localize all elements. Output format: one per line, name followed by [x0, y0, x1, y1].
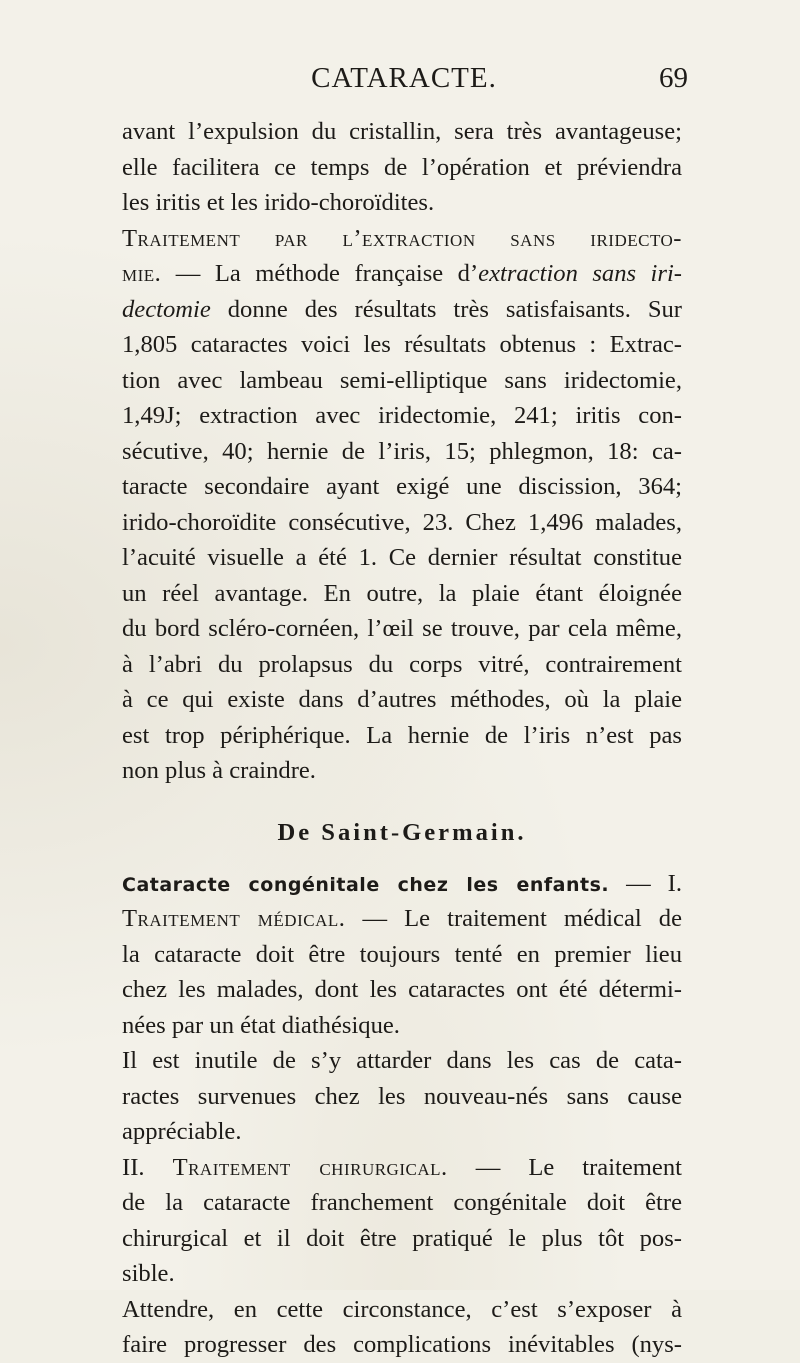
text-line: à l’abri du prolapsus du corps vitré, contrairement [122, 650, 682, 678]
italic-term: dectomie [122, 295, 211, 323]
paragraph-cataracte-congenitale [122, 866, 682, 1044]
section-heading: Traitement médical. [122, 905, 346, 932]
text-line: du bord scléro-cornéen, l’œil se trouve, par cela même, [122, 615, 682, 642]
text-line: sécutive, 40; hernie de l’iris, 15; phlegmon, 18: ca- [122, 437, 682, 465]
text-line: appréciable. [122, 1118, 242, 1145]
text-fragment: — Le traitement [447, 1153, 682, 1181]
text-line: chirurgical et il doit être pratiqué le plus tôt pos- [122, 1224, 682, 1252]
text-line: faire progresser des complications inévitables (nys- [122, 1331, 682, 1358]
text-line: de la cataracte franchement congénitale doit être [122, 1189, 682, 1216]
text-fragment: — Le traitement médical de [345, 905, 682, 932]
text-line: nées par un état diathésique. [122, 1011, 400, 1039]
text-line [122, 256, 682, 292]
text-line: à ce qui existe dans d’autres méthodes, où la plaie [122, 686, 682, 713]
text-fragment: donne des résultats très satisfaisants. Sur [210, 295, 682, 323]
paragraph-traitement-chirurgical [122, 1150, 682, 1292]
text-line [122, 292, 682, 328]
text-line: un réel avantage. En outre, la plaie étant éloignée [122, 579, 682, 607]
text-line: chez les malades, dont les cataractes ont été détermi- [122, 976, 682, 1003]
text-line: avant l’expulsion du cristallin, sera très avantageuse; [122, 118, 682, 145]
text-line: la cataracte doit être toujours tenté en premier lieu [122, 940, 682, 968]
text-line: elle facilitera ce temps de l’opération et préviendra [122, 153, 682, 181]
text-line: tion avec lambeau semi-elliptique sans iridectomie, [122, 366, 682, 394]
page-body [122, 114, 682, 1363]
paragraph-extraction-sans-iridectomie [122, 221, 682, 789]
section-heading: Traitement chirurgical. [172, 1153, 448, 1181]
text-line: 1,805 cataractes voici les résultats obtenus : Extrac- [122, 331, 682, 358]
text-fragment: II. [122, 1153, 173, 1181]
text-line: Il est inutile de s’y attarder dans les cas de cata- [122, 1047, 682, 1074]
paragraph-attendre [122, 1292, 682, 1363]
text-line [122, 866, 682, 902]
text-line: les iritis et les irido-choroïdites. [122, 189, 435, 216]
text-line: Attendre, en cette circonstance, c’est s’exposer à [122, 1295, 682, 1323]
text-fragment: — I. [609, 869, 682, 897]
text-line: est trop périphérique. La hernie de l’iris n’est pas [122, 721, 682, 749]
text-line [122, 901, 682, 937]
text-line: l’acuité visuelle a été 1. Ce dernier résultat constitue [122, 544, 682, 571]
text-line: ractes survenues chez les nouveau-nés sans cause [122, 1082, 682, 1110]
author-signature: De Saint-Germain. [277, 818, 527, 846]
text-line: taracte secondaire ayant exigé une discission, 364; [122, 473, 682, 500]
text-line [122, 1150, 682, 1186]
text-line: 1,49J; extraction avec iridectomie, 241; iritis con- [122, 402, 682, 429]
running-title: CATARACTE. [311, 62, 497, 94]
text-line: irido-choroïdite consécutive, 23. Chez 1,496 malades, [122, 508, 682, 536]
section-heading: Traitement par l’extraction sans iridecto- [122, 224, 682, 252]
article-subtitle: Cataracte congénitale chez les enfants. [122, 873, 610, 896]
text-line: sible. [122, 1260, 175, 1287]
text-line: non plus à craindre. [122, 757, 316, 784]
page-number: 69 [659, 62, 688, 94]
paragraph-continuation [122, 114, 682, 221]
italic-term: extraction sans iri- [478, 260, 682, 287]
heading-continuation: mie. [122, 260, 162, 287]
text-fragment: — La méthode française d’ [161, 260, 479, 287]
page-header [120, 62, 688, 102]
paragraph-nouveau-nes [122, 1043, 682, 1150]
